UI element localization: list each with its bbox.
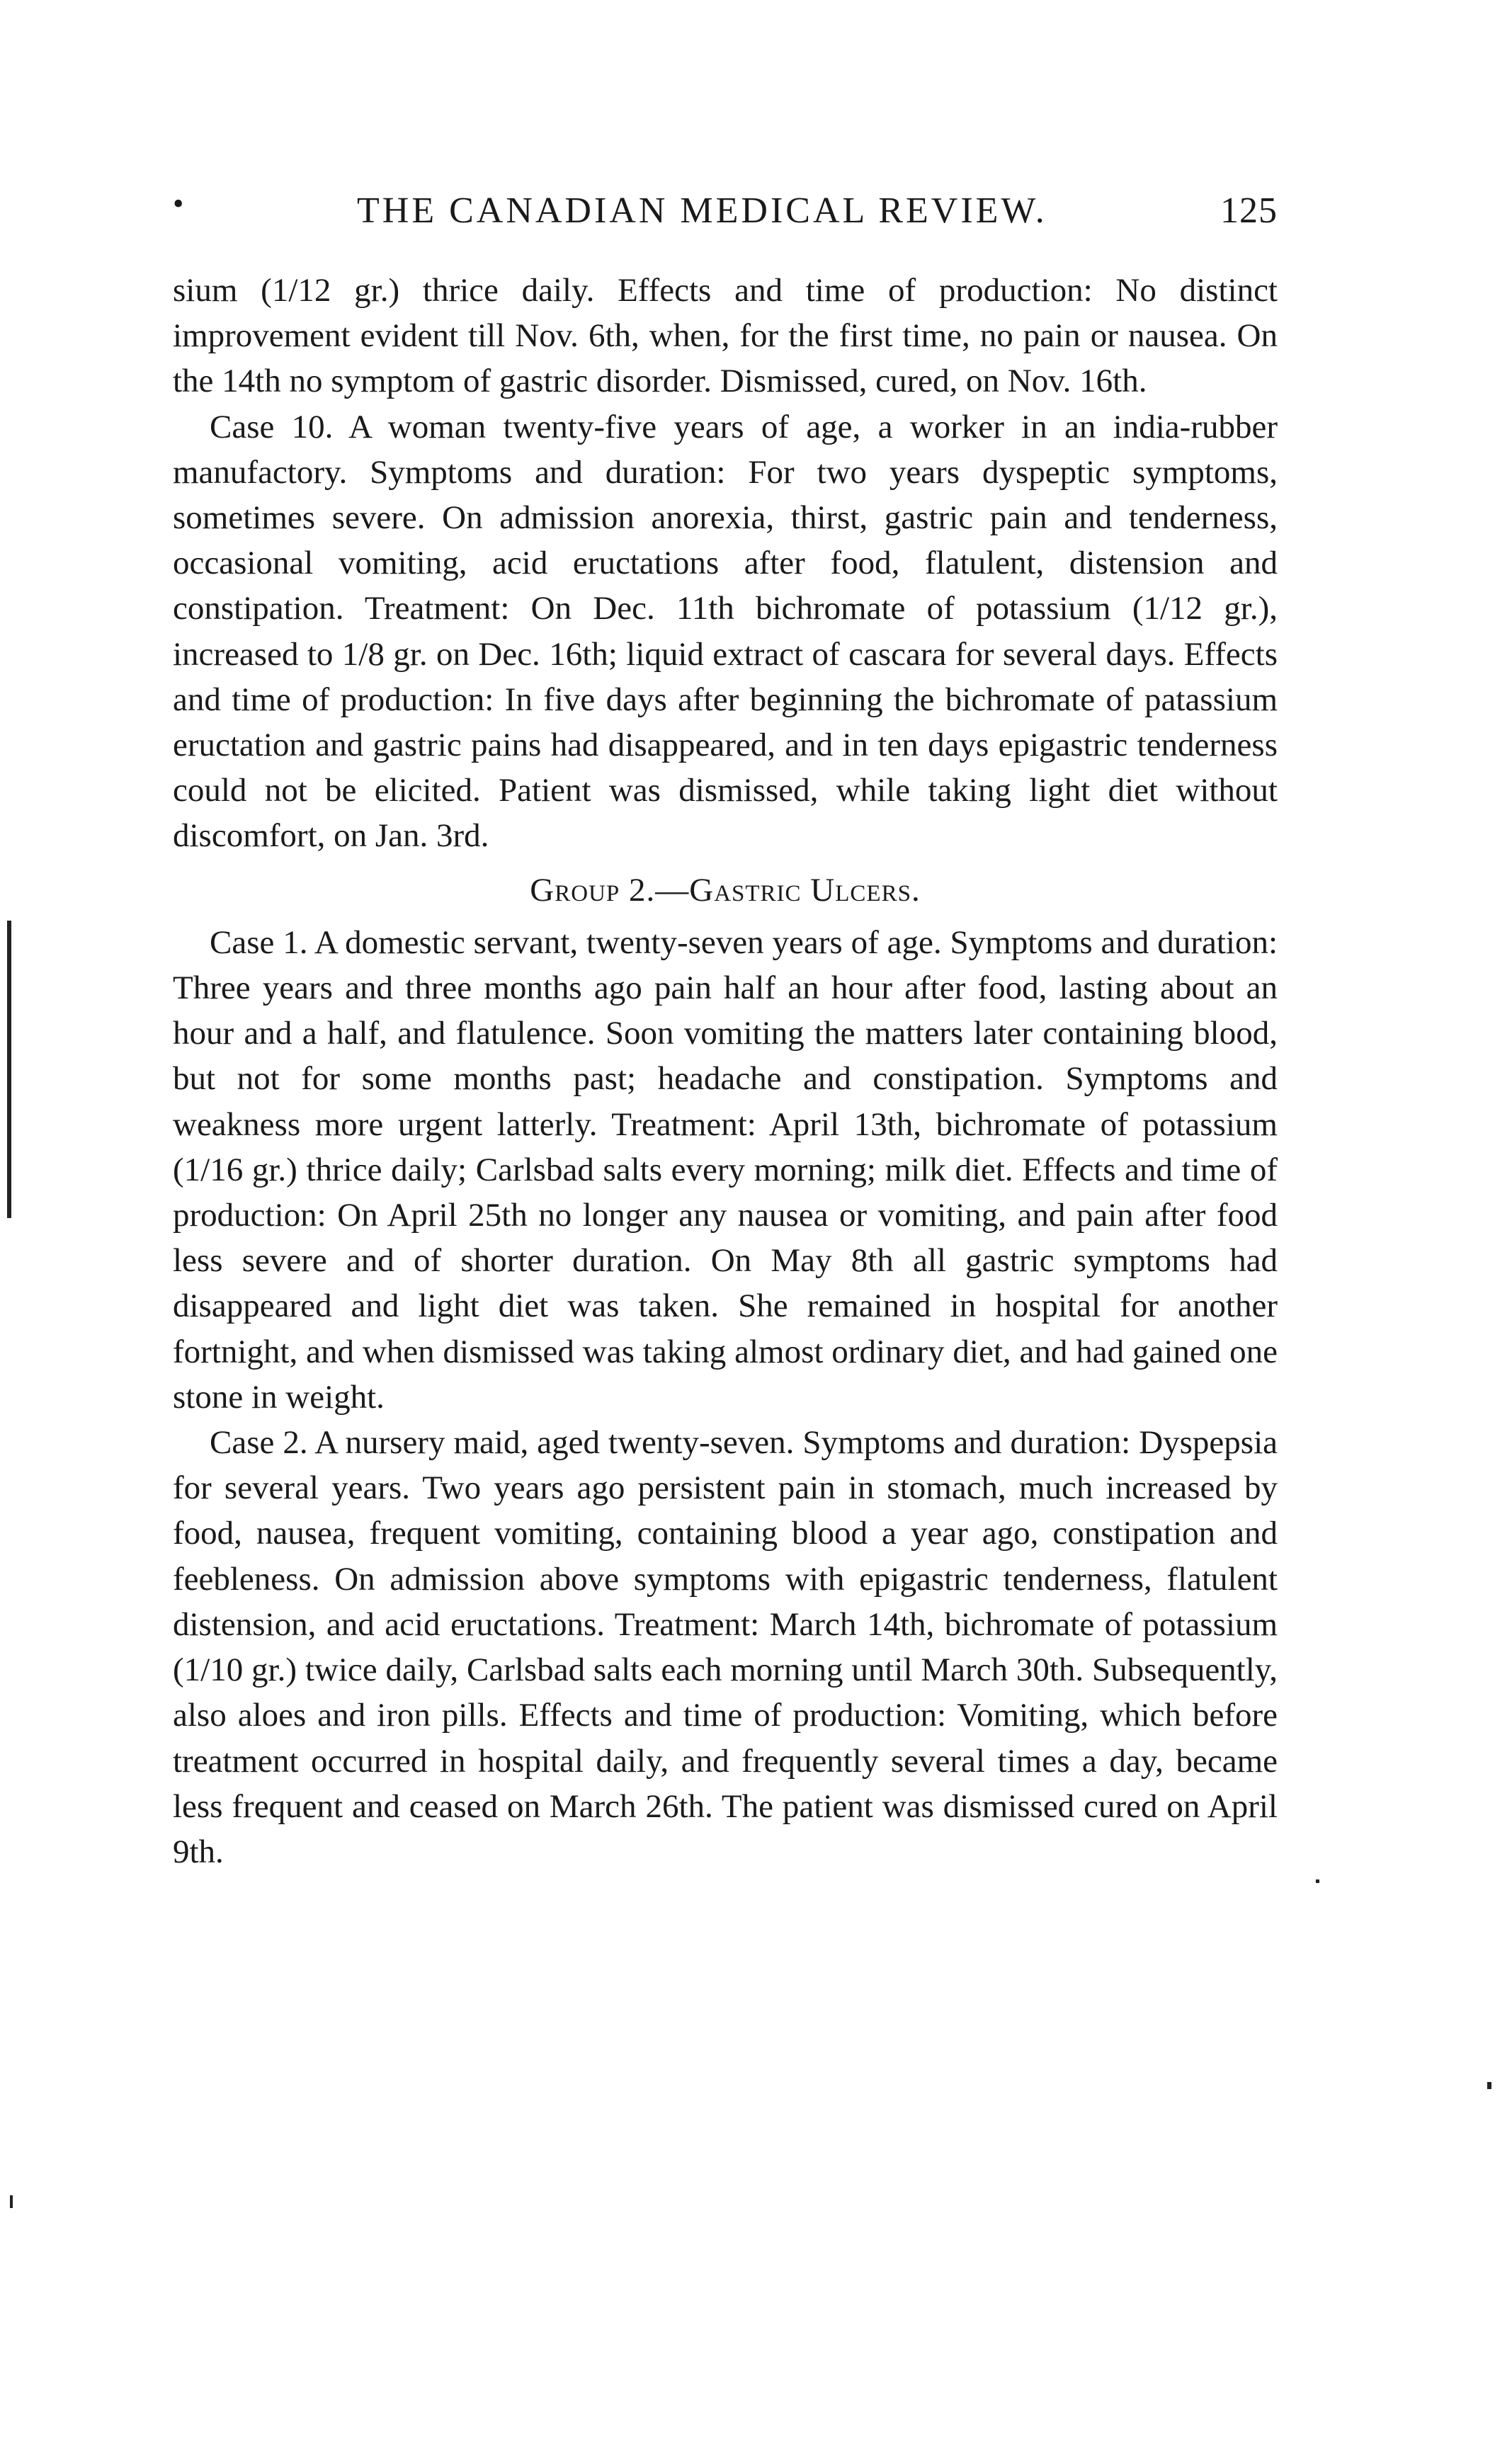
paragraph-ulcer-case-1: Case 1. A domestic servant, twenty-seven years of age. Symptoms and duration: Three years and three months ago pain half an hour after food, lasting about an hour and a half, and flatulence. Soon vomiting the matters later containing blood, but not for some months past; headache and constipation. Symptoms and weakness more urgent latterly. Treatment: April 13th, bichromate of potassium (1/16 gr.) thrice daily; Carlsbad salts every morning; milk diet. Effects and time of production: On April 25th no longer any nausea or vomiting, and pain after food less severe and of shorter duration. On May 8th all gastric symptoms had disappeared and light diet was taken. She remained in hospital for another fortnight, and when dismissed was taking almost ordinary diet, and had gained one stone in weight. [173,923,1278,1416]
paragraph-ulcer-case-2: Case 2. A nursery maid, aged twenty-seven. Symptoms and duration: Dyspepsia for several years. Two years ago persistent pain in stomach, much increased by food, nausea, frequent vomiting, containing blood a year ago, constipation and feebleness. On admission above symptoms with epigastric tenderness, flatulent distension, and acid eructations. Treatment: March 14th, bichromate of potassium (1/10 gr.) twice daily, Carlsbad salts each morning until March 30th. Subsequently, also aloes and iron pills. Effects and time of production: Vomiting, which before treatment occurred in hospital daily, and frequently several times a day, became less frequent and ceased on March 26th. The patient was dismissed cured on April 9th. [173,1424,1278,1870]
header-bullet: • [173,186,187,221]
scan-speck [10,2195,13,2208]
scan-edge-mark [7,921,11,1218]
page-number: 125 [1220,190,1278,231]
paragraph-case-10: Case 10. A woman twenty-five years of age, a worker in an india-rubber manufactory. Symptoms and duration: For two years dyspeptic symptoms, sometimes severe. On admission anorexia, thirst, gastric pain and tenderness, occasional vomiting, acid eructations after food, flatulent, distension and constipation. Treatment: On Dec. 11th bichromate of potassium (1/12 gr.), increased to 1/8 gr. on Dec. 16th; liquid extract of cascara for several days. Effects and time of production: In five days after beginning the bichromate of patassium eructation and gastric pains had disappeared, and in ten days epigastric tenderness could not be elicited. Patient was dismissed, while taking light diet without discomfort, on Jan. 3rd. [173,408,1278,855]
scan-speck [1487,2082,1491,2089]
paragraph-continuation: sium (1/12 gr.) thrice daily. Effects and time of production: No distinct improvement evident till Nov. 6th, when, for the first time, no pain or nausea. On the 14th no symptom of gastric disorder. Dismissed, cured, on Nov. 16th. [173,272,1278,400]
article-body [173,268,1278,1875]
journal-title: THE CANADIAN MEDICAL REVIEW. [357,190,1047,231]
running-header [173,186,1278,239]
section-heading: Group 2.—Gastric Ulcers. [530,871,921,909]
scan-speck [1316,1879,1319,1883]
